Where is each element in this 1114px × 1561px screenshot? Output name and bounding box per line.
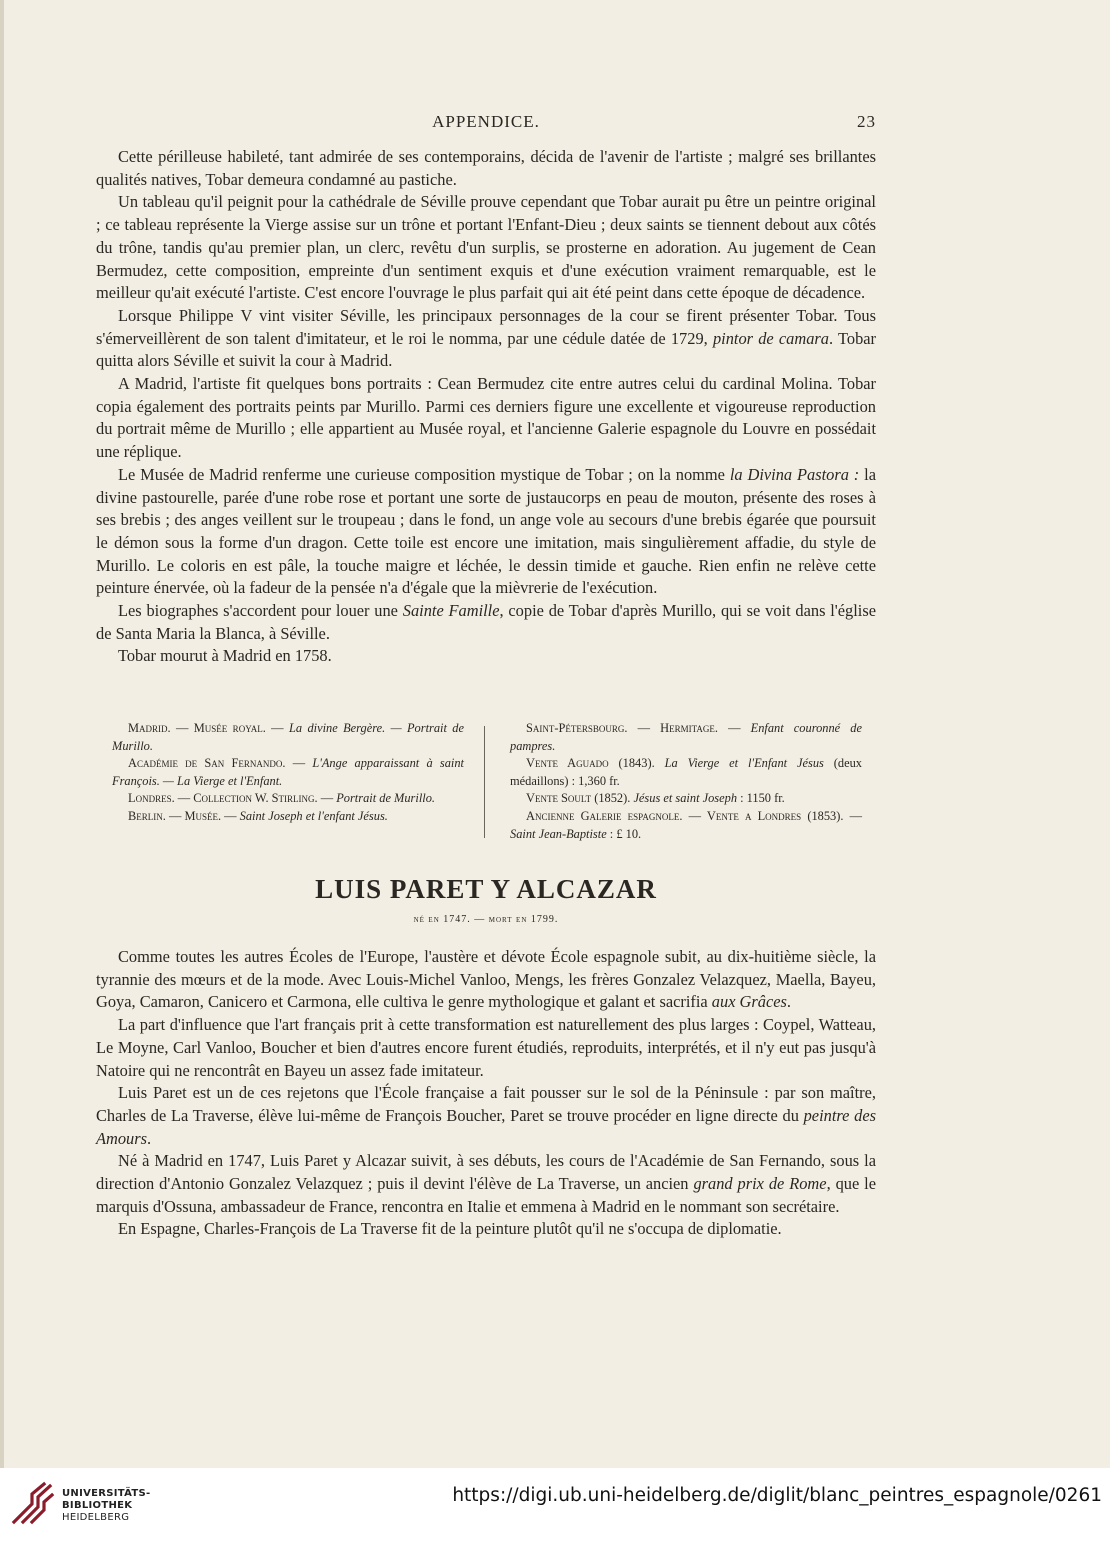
- paragraph: Comme toutes les autres Écoles de l'Europe, l'austère et dévote École espagnole subit, au dix-huitième siècle, la tyrannie des mœurs et de la mode. Avec Louis-Michel Vanloo, Mengs, les frères Gonzalez Velazquez, Maella, Bayeu, Goya, Camaron, Canicero et Carmona, elle cultiva le genre mythologique et galant et sacrifia aux Grâces.: [96, 947, 876, 1012]
- running-head-title: APPENDICE.: [432, 112, 540, 131]
- paragraph: La part d'influence que l'art français prit à cette transformation est naturellement des plus larges : Coypel, Watteau, Le Moyne, Carl Vanloo, Boucher et bien d'autres encore furent étudiés, reproduits, interprétés, et il n'y eut pas jusqu'à Natoire qui ne rencontrât en Bayeu un assez fade imitateur.: [96, 1015, 876, 1080]
- section-subtitle: né en 1747. — mort en 1799.: [413, 914, 559, 925]
- paragraph: Le Musée de Madrid renferme une curieuse composition mystique de Tobar ; on la nomme la Divina Pastora : la divine pastourelle, parée d'une robe rose et portant une sorte de justaucorps en peau de mouton, présente des roses à ses brebis ; des anges veillent sur le troupeau ; dans le fond, un ange vole au secours d'une brebis égarée que poursuit le démon sous la forme d'un dragon. Cette toile est encore une imitation, mais singulièrement affadie, du style de Murillo. Le coloris en est pâle, la touche maigre et léchée, le dessin timide et gauche. Rien enfin ne relève cette peinture énervée, où la fadeur de la pensée n'a d'égale que la mièvrerie de l'exécution.: [96, 464, 876, 598]
- paret-text-block: [96, 946, 876, 1241]
- paragraph: Tobar mourut à Madrid en 1758.: [118, 646, 332, 666]
- paragraph: Luis Paret est un de ces rejetons que l'École française a fait pousser sur le sol de la Péninsule : par son maître, Charles de La Traverse, élève lui-même de François Boucher, Paret se trouve procéder en ligne directe du peintre des Amours.: [96, 1083, 876, 1148]
- heidelberg-library-logo-icon: [10, 1480, 56, 1526]
- library-name: UNIVERSITÄTS- BIBLIOTHEK HEIDELBERG: [62, 1488, 151, 1523]
- note-entry: Londres. — Collection W. Stirling. — Portrait de Murillo.: [128, 791, 435, 806]
- section-title: LUIS PARET Y ALCAZAR: [315, 874, 657, 904]
- note-entry: Madrid. — Musée royal. — La divine Bergère. — Portrait de Murillo.: [112, 721, 464, 753]
- notes-left-column: [112, 720, 464, 826]
- notes-right-column: [510, 720, 862, 843]
- paragraph: Lorsque Philippe V vint visiter Séville, les principaux personnages de la cour se firent présenter Tobar. Tous s'émerveillèrent de son talent d'imitateur, et le roi le nomma, par une cédule datée de 1729, pintor de camara. Tobar quitta alors Séville et suivit la cour à Madrid.: [96, 305, 877, 371]
- tobar-text-block: [96, 146, 876, 668]
- column-divider: [484, 726, 485, 838]
- paragraph: A Madrid, l'artiste fit quelques bons portraits : Cean Bermudez cite entre autres celui du cardinal Molina. Tobar copia également des portraits peints par Murillo. Parmi ces derniers figure une excellente et vigoureuse reproduction du portrait même de Murillo ; elle appartient au Musée royal, et l'ancienne Galerie espagnole du Louvre en possédait une réplique.: [96, 374, 876, 462]
- paragraph: En Espagne, Charles-François de La Traverse fit de la peinture plutôt qu'il ne s'occupa de diplomatie.: [118, 1219, 782, 1239]
- note-entry: Berlin. — Musée. — Saint Joseph et l'enfant Jésus.: [128, 808, 388, 823]
- page-number: 23: [857, 112, 876, 131]
- note-entry: Saint-Pétersbourg. — Hermitage. — Enfant couronné de pampres.: [510, 721, 862, 753]
- running-head: [96, 112, 876, 134]
- footer-bar: [0, 1468, 1114, 1561]
- source-url-link[interactable]: https://digi.ub.uni-heidelberg.de/diglit/blanc_peintres_espagnole/0261: [452, 1485, 1102, 1506]
- note-entry: Académie de San Fernando. — L'Ange apparaissant à saint François. — La Vierge et l'Enfant.: [112, 756, 464, 788]
- paragraph: Les biographes s'accordent pour louer une Sainte Famille, copie de Tobar d'après Murillo, qui se voit dans l'église de Santa Maria la Blanca, à Séville.: [96, 601, 876, 643]
- page-edge-shadow: [0, 0, 4, 1468]
- paragraph: Un tableau qu'il peignit pour la cathédrale de Séville prouve cependant que Tobar aurait pu être un peintre original ; ce tableau représente la Vierge assise sur un trône et portant l'Enfant-Dieu ; deux saints se tiennent debout aux côtés du trône, tandis qu'au premier plan, un clerc, revêtu d'un surplis, se prosterne en adoration. Au jugement de Cean Bermudez, cette composition, empreinte d'un sentiment exquis et d'une exécution vraiment remarquable, est le meilleur qu'ait exécuté l'artiste. C'est encore l'ouvrage le plus parfait qui ait été peint dans cette époque de décadence.: [96, 192, 876, 303]
- note-entry: Vente Aguado (1843). La Vierge et l'Enfant Jésus (deux médaillons) : 1,360 fr.: [510, 756, 862, 788]
- note-entry: Ancienne Galerie espagnole. — Vente a Londres (1853). — Saint Jean-Baptiste : £ 10.: [510, 808, 863, 841]
- paragraph: Né à Madrid en 1747, Luis Paret y Alcazar suivit, à ses débuts, les cours de l'Académie de San Fernando, sous la direction d'Antonio Gonzalez Velazquez ; puis il devint l'élève de La Traverse, un ancien grand prix de Rome, que le marquis d'Ossuna, ambassadeur de France, rencontra en Italie et emmena à Madrid en le nommant son secrétaire.: [96, 1151, 876, 1216]
- paragraph: Cette périlleuse habileté, tant admirée de ses contemporains, décida de l'avenir de l'artiste ; malgré ses brillantes qualités natives, Tobar demeura condamné au pastiche.: [96, 147, 876, 189]
- note-entry: Vente Soult (1852). Jésus et saint Joseph : 1150 fr.: [526, 791, 785, 806]
